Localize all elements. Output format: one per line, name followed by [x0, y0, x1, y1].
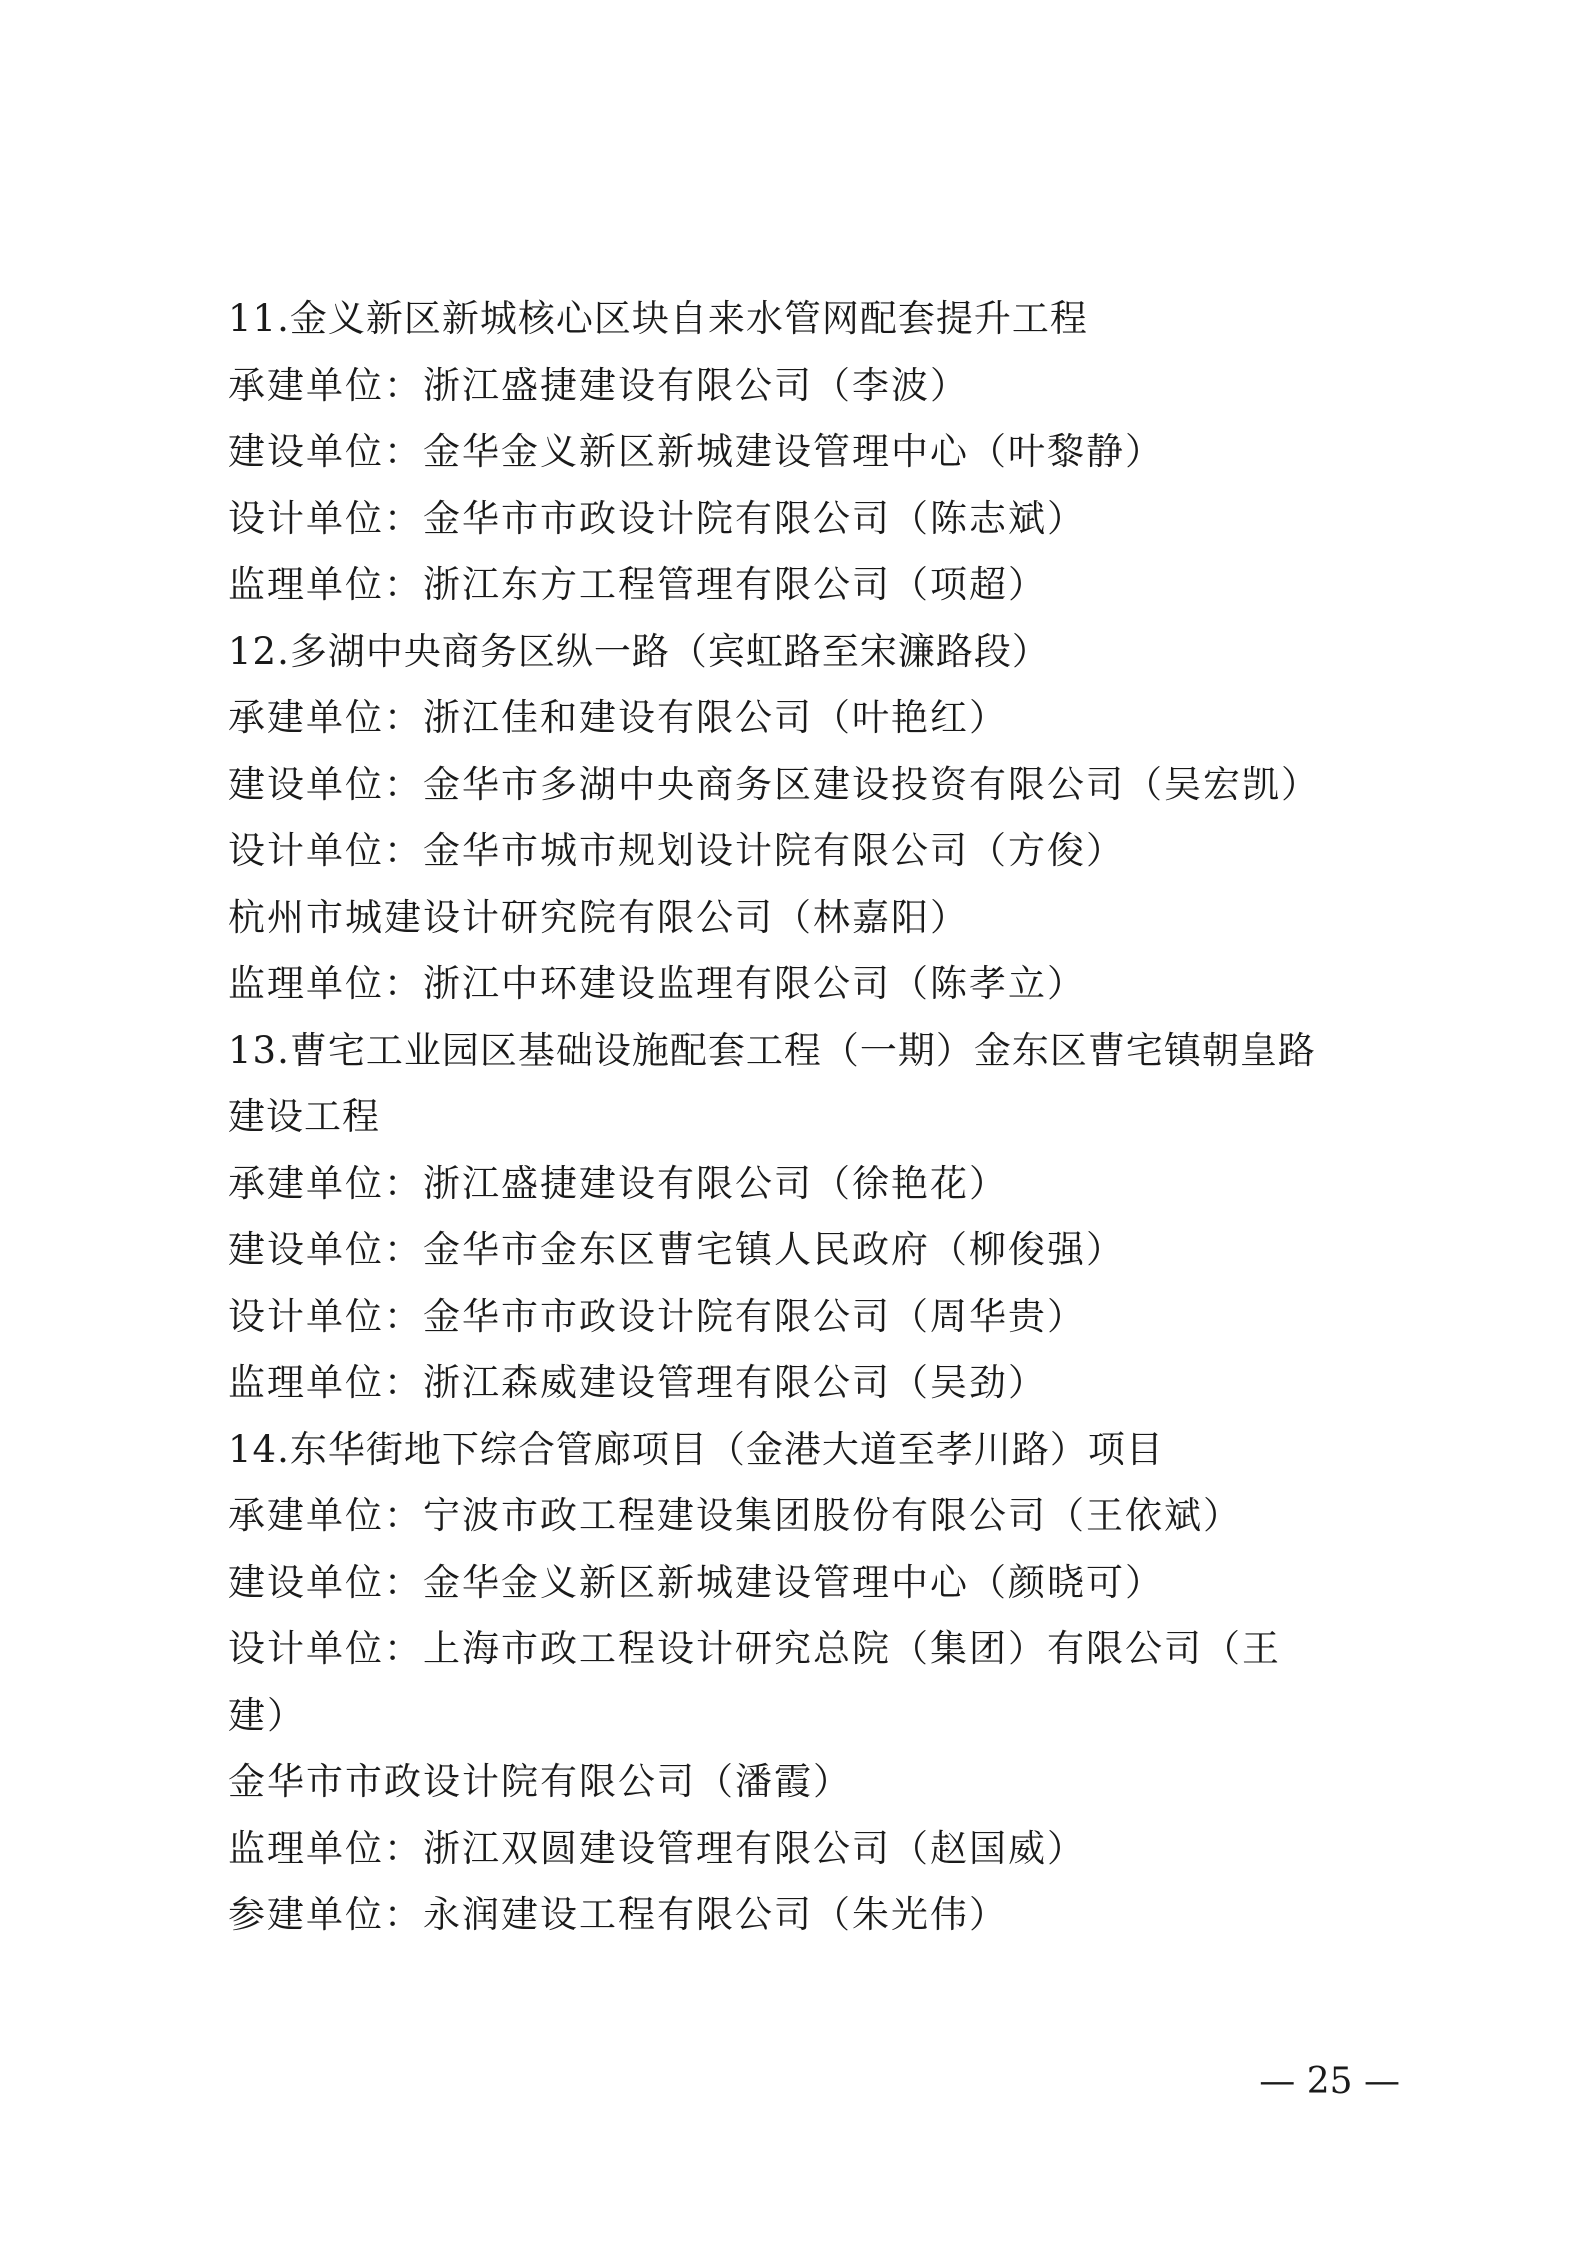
contractor-line: 承建单位：浙江盛捷建设有限公司（徐艳花） — [228, 1161, 1008, 1205]
owner-line: 建设单位：金华金义新区新城建设管理中心（叶黎静） — [228, 430, 1164, 473]
page-number: — 25 — — [1259, 2061, 1400, 2102]
contractor-line: 承建单位：浙江盛捷建设有限公司（李波） — [228, 363, 969, 407]
supervisor-line: 监理单位：浙江双圆建设管理有限公司（赵国威） — [228, 1826, 1086, 1870]
supervisor-line: 监理单位：浙江森威建设管理有限公司（吴劲） — [228, 1361, 1047, 1404]
designer-line-continued: 金华市市政设计院有限公司（潘霞） — [228, 1760, 852, 1803]
project-list — [228, 286, 1388, 1949]
owner-line: 建设单位：金华金义新区新城建设管理中心（颜晓可） — [228, 1560, 1164, 1604]
contractor-line: 承建单位：浙江佳和建设有限公司（叶艳红） — [228, 696, 1008, 739]
designer-line: 设计单位：上海市政工程设计研究总院（集团）有限公司（王 — [228, 1627, 1281, 1670]
contractor-line: 承建单位：宁波市政工程建设集团股份有限公司（王依斌） — [228, 1494, 1242, 1537]
owner-line: 建设单位：金华市金东区曹宅镇人民政府（柳俊强） — [228, 1228, 1125, 1271]
project-heading: 12.多湖中央商务区纵一路（宾虹路至宋濂路段） — [228, 629, 1050, 673]
designer-line-continued: 杭州市城建设计研究院有限公司（林嘉阳） — [228, 895, 969, 939]
participant-line: 参建单位：永润建设工程有限公司（朱光伟） — [228, 1893, 1008, 1936]
project-heading: 11.金义新区新城核心区块自来水管网配套提升工程 — [228, 297, 1088, 340]
project-heading: 14.东华街地下综合管廊项目（金港大道至孝川路）项目 — [228, 1427, 1164, 1471]
owner-line: 建设单位：金华市多湖中央商务区建设投资有限公司（吴宏凯） — [228, 762, 1320, 806]
designer-line: 设计单位：金华市市政设计院有限公司（陈志斌） — [228, 496, 1086, 540]
designer-line: 设计单位：金华市市政设计院有限公司（周华贵） — [228, 1294, 1086, 1338]
designer-line: 设计单位：金华市城市规划设计院有限公司（方俊） — [228, 829, 1125, 872]
supervisor-line: 监理单位：浙江东方工程管理有限公司（项超） — [228, 563, 1047, 606]
supervisor-line: 监理单位：浙江中环建设监理有限公司（陈孝立） — [228, 962, 1086, 1005]
designer-line-wrap: 建） — [228, 1693, 306, 1737]
project-heading: 13.曹宅工业园区基础设施配套工程（一期）金东区曹宅镇朝皇路 — [228, 1028, 1316, 1072]
project-heading-continued: 建设工程 — [228, 1095, 380, 1138]
